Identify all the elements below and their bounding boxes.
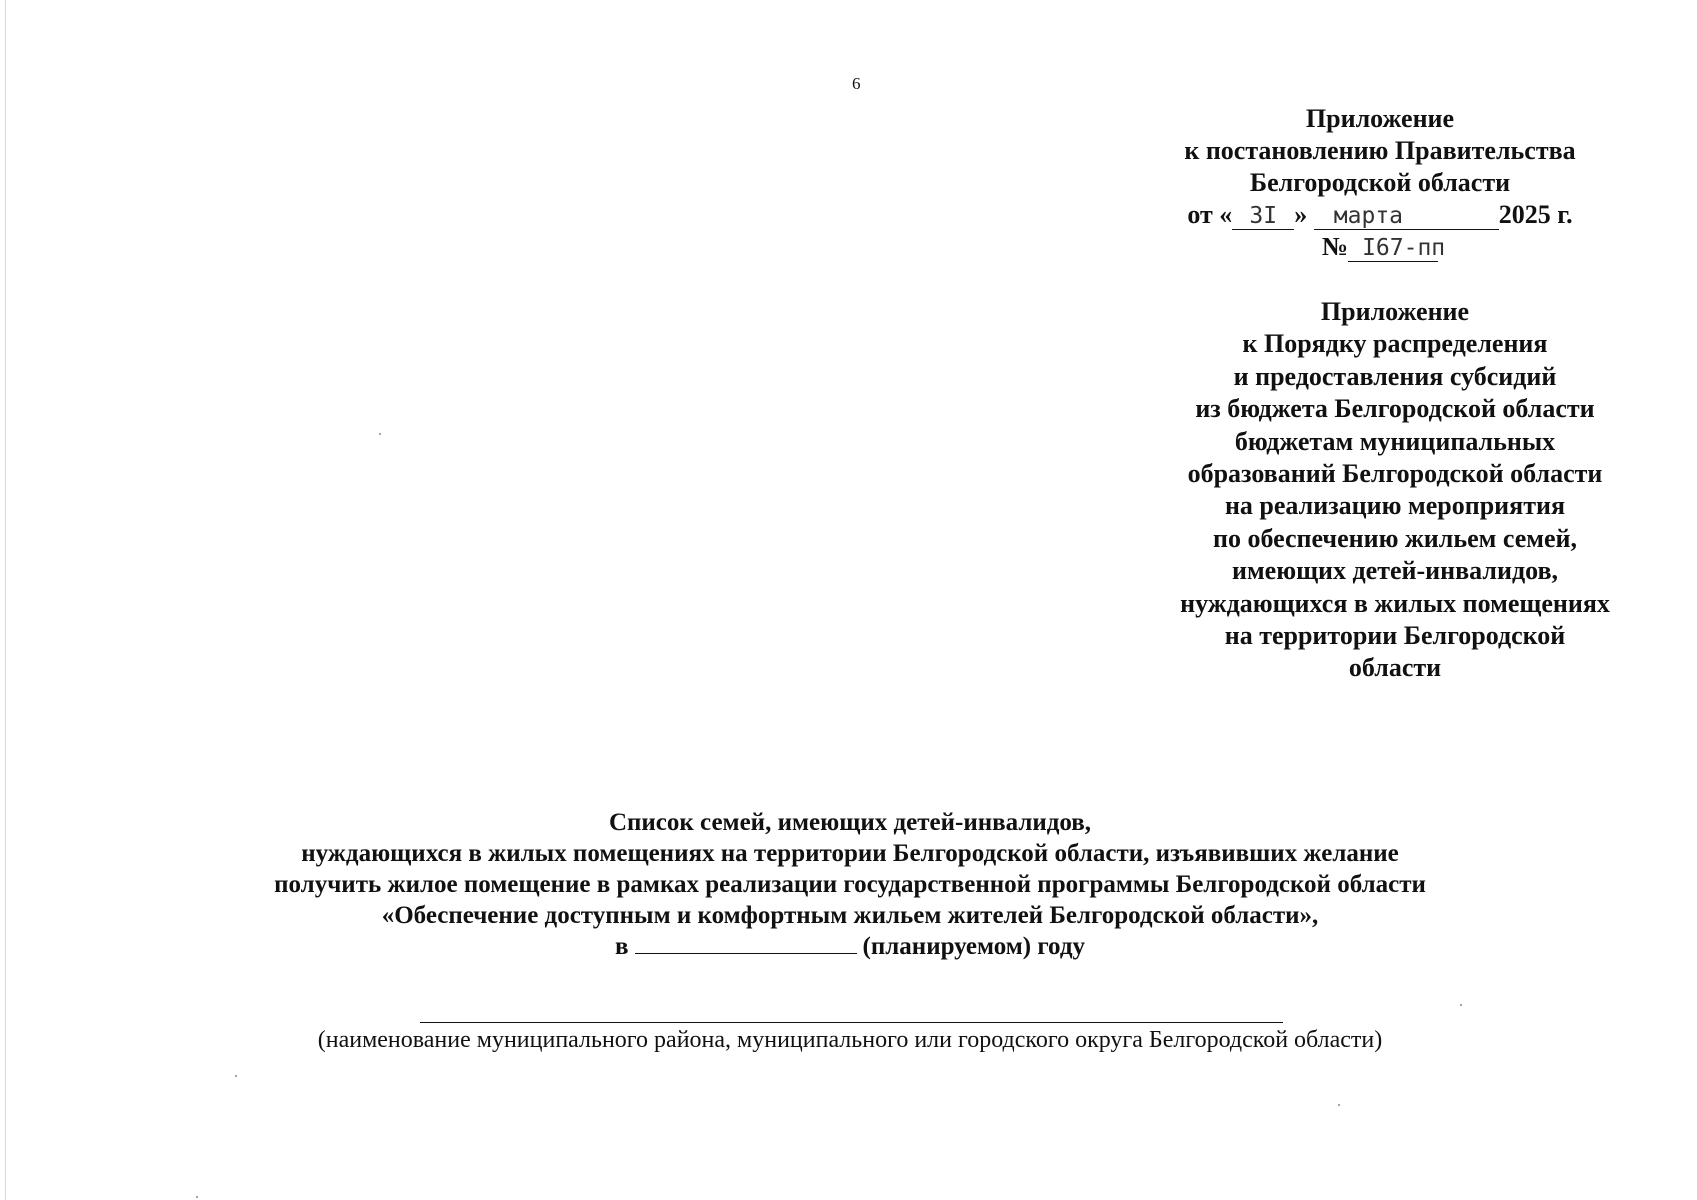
order-appendix-line: нуждающихся в жилых помещениях — [1180, 588, 1610, 618]
appendix-region-line: Белгородской области — [1249, 168, 1511, 197]
order-appendix-line: Приложение — [1320, 297, 1470, 326]
date-year: 2025 г. — [1498, 200, 1573, 229]
scan-speck — [1460, 1004, 1462, 1006]
date-month-field: марта — [1314, 203, 1499, 230]
list-title-line: получить жилое помещение в рамках реализации государственной программы Белгородской области — [274, 871, 1426, 898]
scan-speck — [235, 1075, 237, 1077]
appendix-government-resolution — [1130, 103, 1630, 263]
list-title-line: «Обеспечение доступным и комфортным жильем жителей Белгородской области», — [381, 902, 1319, 929]
order-appendix-line: образований Белгородской области — [1187, 459, 1603, 489]
year-suffix: (планируемом) году — [862, 933, 1085, 960]
list-title-line: Список семей, имеющих детей-инвалидов, — [608, 809, 1092, 836]
appendix-order-block — [1130, 296, 1660, 685]
scan-speck — [379, 433, 381, 435]
date-day-field: 3I — [1232, 203, 1294, 230]
order-appendix-line: на территории Белгородской — [1224, 621, 1566, 651]
order-appendix-line: области — [1348, 653, 1442, 683]
list-title-line: нуждающихся в жилых помещениях на территории Белгородской области, изъявивших желание — [301, 840, 1399, 867]
appendix-resolution-line: к постановлению Правительства — [1184, 136, 1576, 165]
order-appendix-line: по обеспечению жильем семей, — [1213, 523, 1577, 553]
scan-speck — [1338, 1104, 1340, 1106]
scan-edge-line — [5, 0, 6, 1200]
resolution-number-field: I67-пп — [1348, 235, 1438, 262]
planned-year-line — [200, 931, 1500, 962]
order-appendix-line: к Порядку распределения — [1242, 329, 1548, 359]
appendix-heading: Приложение — [1305, 104, 1455, 133]
date-prefix: от « — [1187, 200, 1233, 229]
order-appendix-line: из бюджета Белгородской области — [1195, 394, 1595, 424]
year-prefix: в — [615, 933, 629, 960]
scan-speck — [196, 1196, 198, 1198]
municipality-name-blank — [420, 1022, 1283, 1023]
resolution-number-line — [1130, 231, 1630, 263]
page-number: 6 — [852, 74, 861, 93]
family-list-title — [200, 807, 1500, 962]
municipality-caption: (наименование муниципального района, муниципального или городского округа Белгородской области) — [317, 1027, 1383, 1053]
order-appendix-line: и предоставления субсидий — [1233, 361, 1557, 391]
order-appendix-line: имеющих детей-инвалидов, — [1231, 556, 1558, 586]
date-close-quote: » — [1294, 200, 1308, 229]
order-appendix-line: на реализацию мероприятия — [1224, 491, 1566, 521]
planned-year-blank — [635, 933, 857, 954]
number-prefix: № — [1321, 232, 1349, 261]
resolution-date-line — [1130, 199, 1630, 231]
order-appendix-line: бюджетам муниципальных — [1234, 426, 1556, 456]
